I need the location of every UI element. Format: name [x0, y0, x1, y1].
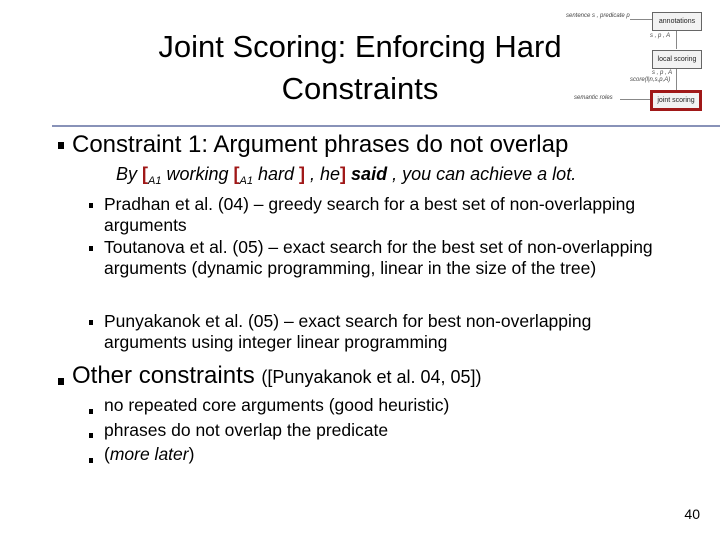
diagram-label-input: sentence s , predicate p	[566, 13, 630, 19]
pipeline-diagram	[560, 8, 720, 118]
bullet-constraint-1: Constraint 1: Argument phrases do not overlap	[72, 131, 569, 158]
paren-close: )	[188, 444, 195, 464]
title-divider	[52, 125, 720, 127]
sub-item-more-later	[104, 444, 194, 465]
title-line-1: Joint Scoring: Enforcing Hard	[158, 29, 562, 64]
citation: ([Punyakanok et al. 04, 05])	[261, 367, 482, 387]
slide-title	[110, 26, 610, 110]
sub-bullet-marker	[89, 409, 93, 414]
diagram-label-mid1: s , p , A	[650, 33, 671, 39]
sub-bullet-marker	[89, 458, 93, 463]
sub-item-no-repeated: no repeated core arguments (good heuristic)	[104, 395, 450, 415]
example-text: , you can achieve a lot.	[387, 164, 577, 184]
bullet-other-constraints	[72, 362, 482, 391]
bullet-marker	[58, 378, 64, 385]
example-text: working	[161, 164, 234, 184]
example-text: By	[116, 164, 143, 184]
sub-bullet-marker	[89, 203, 93, 208]
role-subscript: A1	[148, 175, 162, 187]
sub-bullet-marker	[89, 433, 93, 438]
bullet-text: Other constraints	[72, 362, 262, 389]
sub-item-pradhan: Pradhan et al. (04) – greedy search for a best set of non-overlapping arguments	[104, 194, 636, 235]
diagram-connector-1	[676, 31, 677, 49]
diagram-arrow-2	[620, 99, 650, 100]
sub-item-predicate-overlap: phrases do not overlap the predicate	[104, 420, 389, 440]
bracket-open: [	[233, 164, 240, 184]
diagram-box-local-scoring: local scoring	[652, 50, 702, 69]
diagram-arrow-1	[630, 19, 652, 20]
sub-bullet-marker	[89, 246, 93, 251]
diagram-connector-2	[676, 69, 677, 91]
bracket-close: ]	[299, 164, 306, 184]
diagram-box-joint-scoring: joint scoring	[650, 90, 702, 111]
example-text: hard	[252, 164, 300, 184]
sub-item-toutanova: Toutanova et al. (05) – exact search for the best set of non-overlapping arguments (dynamic programming, linear in the size of the tree)	[104, 237, 653, 278]
diagram-label-mid2b: score(l|n,s,p,A)	[630, 77, 671, 83]
example-sentence	[116, 164, 576, 187]
diagram-box-annotations: annotations	[652, 12, 702, 31]
more-later-text: more later	[109, 444, 189, 464]
diagram-label-mid2a: s , p , A	[652, 70, 673, 76]
sub-item-punyakanok: Punyakanok et al. (05) – exact search for best non-overlapping arguments using integer linear programming	[104, 311, 592, 352]
bracket-open: [	[142, 164, 149, 184]
page-number: 40	[684, 506, 700, 522]
example-text: , he	[305, 164, 341, 184]
role-subscript: A1	[239, 175, 253, 187]
sub-bullet-marker	[89, 320, 93, 325]
paren-open: (	[104, 444, 110, 464]
example-predicate: said	[346, 164, 388, 184]
bullet-marker	[58, 142, 64, 149]
diagram-label-output: semantic roles	[574, 95, 613, 101]
bracket-close: ]	[340, 164, 347, 184]
title-line-2: Constraints	[281, 71, 439, 106]
